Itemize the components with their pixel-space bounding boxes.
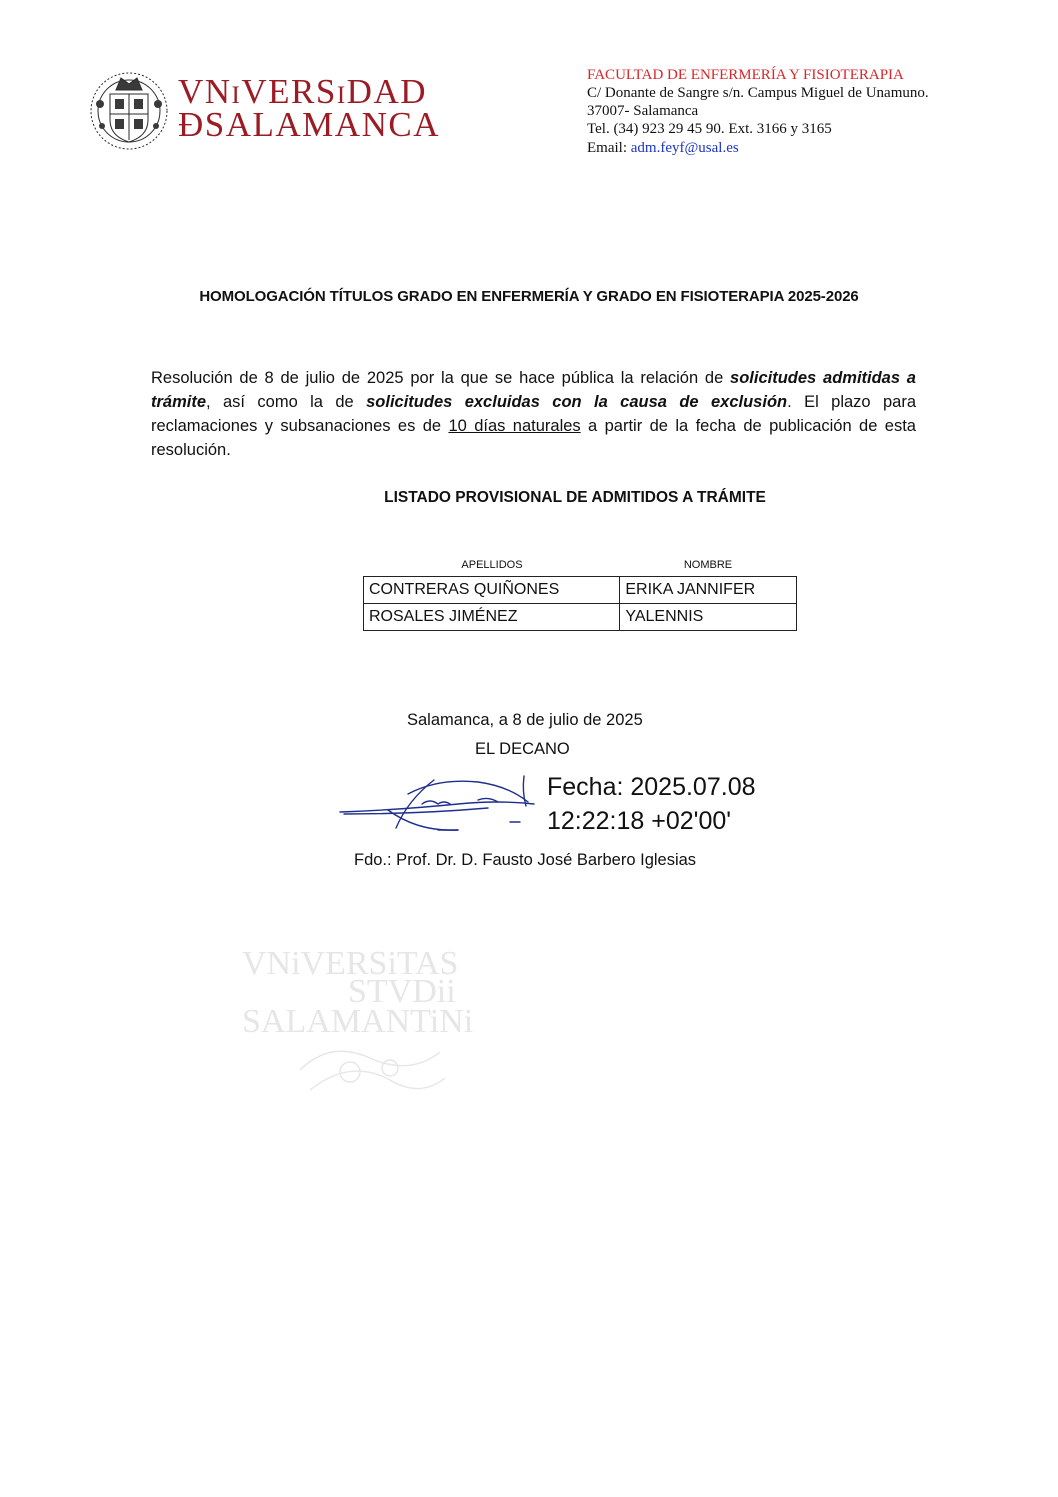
resolution-paragraph: [151, 366, 916, 462]
cell-apellidos: ROSALES JIMÉNEZ: [364, 604, 620, 631]
cell-nombre: YALENNIS: [620, 604, 797, 631]
resolution-text-4: a partir de la fecha de publicación de esta resolución.: [151, 417, 916, 459]
watermark-line2: STVDii: [348, 973, 456, 1010]
table-row: [364, 577, 797, 604]
document-title: HOMOLOGACIÓN TÍTULOS GRADO EN ENFERMERÍA Y GRADO EN FISIOTERAPIA 2025-2026: [199, 288, 859, 305]
digital-signature-time: 12:22:18 +02'00': [547, 807, 732, 835]
admitted-table: [363, 576, 797, 631]
faculty-city: 37007- Salamanca: [587, 103, 699, 119]
resolution-text-1: Resolución de 8 de julio de 2025 por la que se hace pública la relación de: [151, 369, 731, 387]
faculty-email: [587, 139, 739, 157]
signer-role: EL DECANO: [475, 740, 570, 758]
resolution-emphasis-excluded: solicitudes excluidas con la causa de exclusión: [366, 393, 788, 411]
university-logo-line2: ÐSALAMANCA: [178, 105, 440, 144]
university-logo-line1: VNiVERSiDAD: [178, 72, 427, 111]
resolution-deadline: 10 días naturales: [448, 417, 581, 435]
handwritten-signature-icon: [338, 770, 538, 836]
email-link[interactable]: adm.feyf@usal.es: [630, 140, 739, 156]
list-title: LISTADO PROVISIONAL DE ADMITIDOS A TRÁMITE: [384, 489, 766, 506]
signature-place-date: Salamanca, a 8 de julio de 2025: [407, 711, 643, 729]
digital-signature-date: Fecha: 2025.07.08: [547, 773, 756, 801]
university-seal-icon: [88, 64, 170, 154]
signer-name: Fdo.: Prof. Dr. D. Fausto José Barbero Iglesias: [354, 851, 697, 869]
watermark-line1: VNiVERSiTAS: [242, 945, 459, 982]
column-header-apellidos: APELLIDOS: [461, 559, 523, 571]
table-row: [364, 604, 797, 631]
cell-nombre: ERIKA JANNIFER: [620, 577, 797, 604]
email-label: Email:: [587, 140, 631, 156]
faculty-name: FACULTAD DE ENFERMERÍA Y FISIOTERAPIA: [587, 67, 904, 83]
university-watermark-icon: [240, 940, 480, 1115]
watermark-line3: SALAMANTiNi: [242, 1003, 474, 1040]
resolution-emphasis-admitted: solicitudes admitidas a trámite: [151, 369, 916, 411]
column-header-nombre: NOMBRE: [683, 559, 733, 571]
faculty-phone: Tel. (34) 923 29 45 90. Ext. 3166 y 3165: [587, 121, 832, 137]
resolution-text-3: . El plazo para reclamaciones y subsanaciones es de: [151, 393, 917, 435]
cell-apellidos: CONTRERAS QUIÑONES: [364, 577, 620, 604]
resolution-text-2: , así como la de: [206, 393, 367, 411]
faculty-street: C/ Donante de Sangre s/n. Campus Miguel de Unamuno.: [587, 85, 929, 101]
